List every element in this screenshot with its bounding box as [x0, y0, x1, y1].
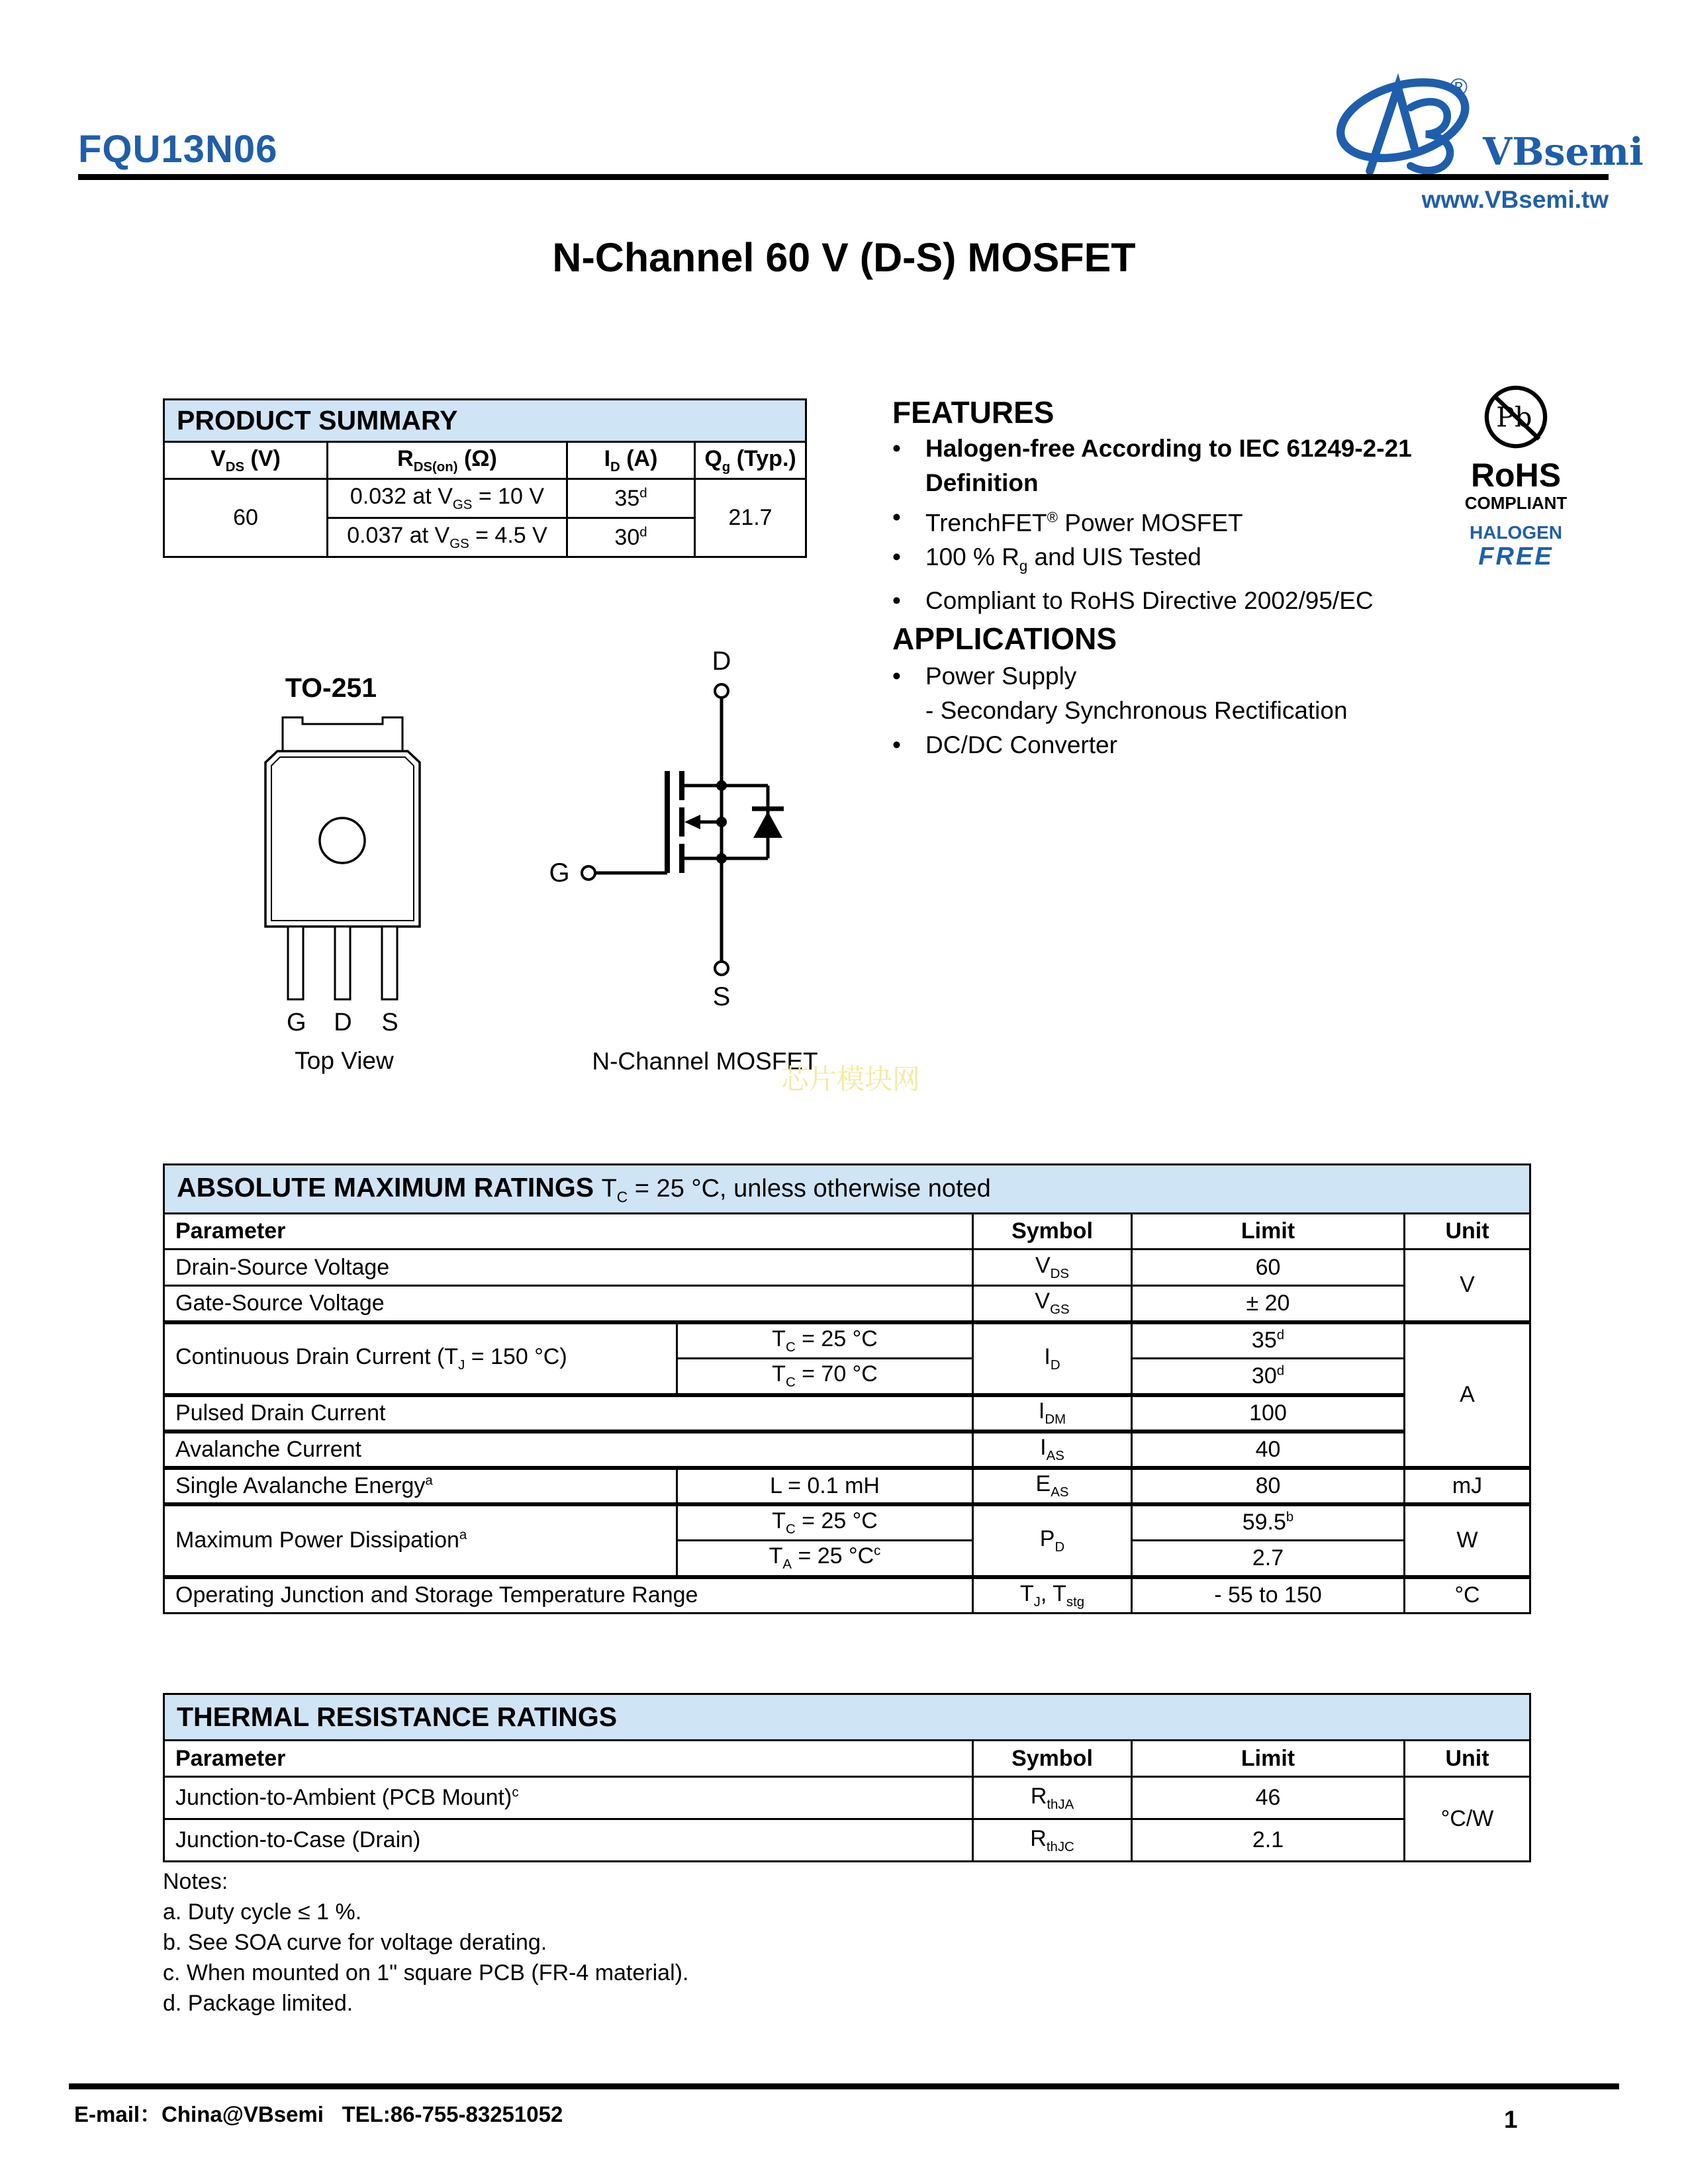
abs-max-title: ABSOLUTE MAXIMUM RATINGS $T_C = 25$ °C, unless otherwise noted [164, 1165, 1530, 1214]
feature-item-continued: Definition [925, 469, 1039, 496]
registered-mark: ® [1450, 73, 1468, 101]
unit-c-per-w: °C/W [1405, 1777, 1530, 1862]
col-header-rdson: $R_{DS(on)}$ (Ω) [328, 442, 567, 479]
mosfet-caption: N-Channel MOSFET [592, 1048, 818, 1075]
pin-label-source: S [381, 1009, 399, 1036]
condition-tc-25-pd: $T_C = 25$ °C [677, 1504, 973, 1541]
table-row [164, 1322, 1530, 1359]
application-item: • Power Supply [892, 659, 1528, 694]
notes-block [163, 1866, 688, 2019]
table-row [164, 1468, 1530, 1504]
symbol-vds: $V_{DS}$ [973, 1250, 1132, 1286]
note-d: d. Package limited. [163, 1991, 353, 2016]
applications-heading: APPLICATIONS [892, 621, 1117, 656]
cell-rdson-45v: 0.037 at $V_{GS} = 4.5$ V [328, 518, 567, 557]
note-a: a. Duty cycle ≤ 1 %. [163, 1899, 362, 1925]
table-row [164, 1504, 1530, 1541]
table-row [164, 1819, 1530, 1862]
symbol-vgs: $V_{GS}$ [973, 1286, 1132, 1322]
condition-tc-25: $T_C = 25$ °C [677, 1322, 973, 1359]
absolute-maximum-ratings-table [163, 1163, 1531, 1614]
col-header-parameter: Parameter [164, 1214, 973, 1250]
vbsemi-logo-icon [1332, 70, 1481, 176]
param-drain-source-voltage: Drain-Source Voltage [164, 1250, 973, 1286]
application-item: • DC/DC Converter [892, 728, 1528, 762]
product-summary-table [163, 398, 807, 558]
bullet: • [892, 504, 901, 531]
to-251-package-drawing [261, 713, 427, 1007]
pin-label-gate: G [287, 1009, 306, 1036]
limit-idm: 100 [1132, 1395, 1405, 1432]
note-c: c. When mounted on 1" square PCB (FR-4 material). [163, 1960, 689, 1985]
part-number: FQU13N06 [78, 128, 278, 171]
limit-vds: 60 [1132, 1250, 1405, 1286]
unit-celsius: °C [1405, 1577, 1530, 1614]
condition-ta-25: $T_A = 25$ $^\circ C^c$ [677, 1541, 973, 1577]
features-heading: FEATURES [892, 395, 1055, 430]
param-gate-source-voltage: Gate-Source Voltage [164, 1286, 973, 1322]
limit-pd-25: 59.5$^b$ [1132, 1504, 1405, 1541]
watermark-text: 芯片模块网 [781, 1064, 921, 1095]
pb-symbol: Pb [1496, 401, 1532, 433]
page-number: 1 [1504, 2106, 1518, 2133]
limit-rthjc: 2.1 [1132, 1819, 1405, 1862]
thermal-title: THERMAL RESISTANCE RATINGS [164, 1694, 1530, 1741]
table-row [164, 1777, 1530, 1819]
symbol-id: $I_D$ [973, 1322, 1132, 1395]
pin-label-drain: D [334, 1009, 352, 1036]
bullet: • [892, 586, 901, 614]
feature-item: • TrenchFET® Power MOSFET [892, 500, 1528, 540]
symbol-ias: $I_{AS}$ [973, 1432, 1132, 1468]
note-b: b. See SOA curve for voltage derating. [163, 1930, 547, 1955]
applications-list [892, 659, 1528, 762]
product-summary-title: PRODUCT SUMMARY [164, 400, 806, 442]
package-name: TO-251 [285, 672, 377, 703]
limit-ias: 40 [1132, 1432, 1405, 1468]
col-header-parameter: Parameter [164, 1741, 973, 1777]
brand-name: VBsemi [1483, 130, 1644, 174]
feature-item: • Halogen-free According to IEC 61249-2-21 [892, 432, 1528, 466]
n-channel-mosfet-symbol [543, 650, 834, 1021]
col-header-symbol: Symbol [973, 1741, 1132, 1777]
col-header-limit: Limit [1132, 1214, 1405, 1250]
package-pin-labels [261, 1009, 427, 1039]
unit-volts: V [1405, 1250, 1530, 1322]
source-label: S [712, 982, 731, 1011]
col-header-id: $I_D$ (A) [567, 442, 695, 479]
contact-info: E-mail：China@VBsemi TEL:86-755-83251052 [74, 2102, 563, 2126]
feature-item: • 100 % $R_g$ and UIS Tested [892, 540, 1528, 583]
col-header-qg: $Q_g$ (Typ.) [695, 442, 806, 479]
param-avalanche-current: Avalanche Current [164, 1432, 973, 1468]
cell-qg-value: 21.7 [695, 479, 806, 557]
rohs-label: RoHS [1470, 457, 1562, 494]
table-row [164, 479, 806, 518]
compliant-label: COMPLIANT [1464, 493, 1568, 513]
bullet: • [892, 543, 901, 571]
table-row [164, 1395, 1530, 1432]
cell-id-2: 30$^d$ [567, 518, 695, 557]
bullet: • [892, 731, 901, 758]
limit-rthja: 46 [1132, 1777, 1405, 1819]
condition-inductance: L = 0.1 mH [677, 1468, 973, 1504]
bullet: • [892, 662, 901, 690]
table-row [164, 1250, 1530, 1286]
application-subitem: - Secondary Synchronous Rectification [925, 697, 1348, 724]
condition-tc-70: $T_C = 70$ °C [677, 1359, 973, 1395]
pb-free-icon [1480, 381, 1552, 453]
symbol-pd: $P_D$ [973, 1504, 1132, 1577]
table-row [164, 1432, 1530, 1468]
halogen-label: HALOGEN [1470, 522, 1562, 543]
symbol-rthjc: $R_{thJC}$ [973, 1819, 1132, 1862]
rohs-badge [1454, 381, 1578, 570]
free-label: FREE [1478, 543, 1554, 570]
col-header-unit: Unit [1405, 1214, 1530, 1250]
col-header-symbol: Symbol [973, 1214, 1132, 1250]
limit-id-70: 30$^d$ [1132, 1359, 1405, 1395]
unit-mj: mJ [1405, 1468, 1530, 1504]
col-header-limit: Limit [1132, 1741, 1405, 1777]
features-list [892, 432, 1528, 618]
drain-label: D [712, 650, 731, 676]
limit-vgs: ± 20 [1132, 1286, 1405, 1322]
bullet: • [892, 435, 901, 462]
param-junction-to-ambient: Junction-to-Ambient (PCB Mount)$^c$ [164, 1777, 973, 1819]
param-maximum-power-dissipation: Maximum Power Dissipation$^a$ [164, 1504, 677, 1577]
thermal-resistance-table [163, 1693, 1531, 1862]
limit-temperature: - 55 to 150 [1132, 1577, 1405, 1614]
symbol-eas: $E_{AS}$ [973, 1468, 1132, 1504]
symbol-rthja: $R_{thJA}$ [973, 1777, 1132, 1819]
param-temperature-range: Operating Junction and Storage Temperature Range [164, 1577, 973, 1614]
symbol-idm: $I_{DM}$ [973, 1395, 1132, 1432]
col-header-unit: Unit [1405, 1741, 1530, 1777]
cell-vds-value: 60 [164, 479, 328, 557]
table-row [164, 1577, 1530, 1614]
unit-watts: W [1405, 1504, 1530, 1577]
table-row [164, 1286, 1530, 1322]
param-single-avalanche-energy: Single Avalanche Energy$^a$ [164, 1468, 677, 1504]
unit-amps: A [1405, 1322, 1530, 1468]
col-header-vds: $V_{DS}$ (V) [164, 442, 328, 479]
footer-rule [69, 2083, 1619, 2089]
param-junction-to-case: Junction-to-Case (Drain) [164, 1819, 973, 1862]
notes-heading: Notes: [163, 1869, 228, 1894]
gate-label: G [549, 858, 570, 887]
header-rule [78, 174, 1609, 180]
limit-id-25: 35$^d$ [1132, 1322, 1405, 1359]
page-title: N-Channel 60 V (D-S) MOSFET [552, 235, 1136, 280]
cell-rdson-10v: 0.032 at $V_{GS} = 10$ V [328, 479, 567, 518]
param-pulsed-drain-current: Pulsed Drain Current [164, 1395, 973, 1432]
package-caption: Top View [295, 1047, 394, 1074]
feature-item: • Compliant to RoHS Directive 2002/95/EC [892, 584, 1528, 618]
param-continuous-drain-current: Continuous Drain Current ($T_J = 150$ °C) [164, 1322, 677, 1395]
limit-eas: 80 [1132, 1468, 1405, 1504]
symbol-tj-tstg: $T_J$, $T_{stg}$ [973, 1577, 1132, 1614]
limit-pd-ta: 2.7 [1132, 1541, 1405, 1577]
website-url: www.VBsemi.tw [1421, 186, 1609, 213]
cell-id-1: 35$^d$ [567, 479, 695, 518]
